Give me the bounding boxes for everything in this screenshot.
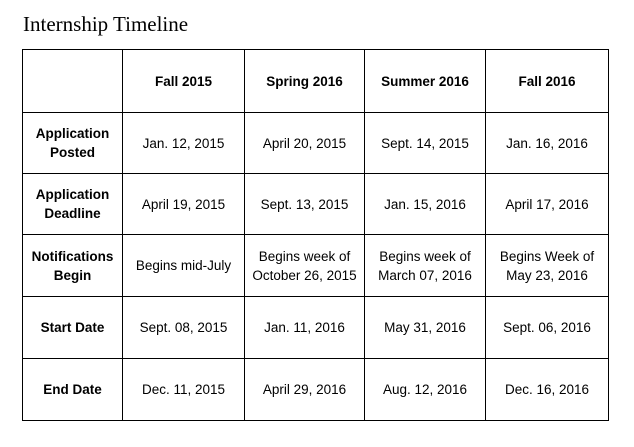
header-cell-spring-2016: Spring 2016 [245, 50, 365, 113]
page-title: Internship Timeline [23, 12, 189, 36]
table-row [23, 235, 609, 297]
table-row [23, 113, 609, 174]
table-cell: Begins week of March 07, 2016 [365, 235, 486, 297]
table-cell: Begins mid-July [123, 235, 245, 297]
header-cell-fall-2016: Fall 2016 [486, 50, 609, 113]
table-cell: Jan. 15, 2016 [365, 174, 486, 235]
table-cell: Sept. 14, 2015 [365, 113, 486, 174]
table-cell: May 31, 2016 [365, 297, 486, 359]
table-cell: Sept. 13, 2015 [245, 174, 365, 235]
table-row [23, 297, 609, 359]
table-cell: Aug. 12, 2016 [365, 359, 486, 421]
table-cell: Begins week of October 26, 2015 [245, 235, 365, 297]
table-row [23, 174, 609, 235]
table-cell: Jan. 12, 2015 [123, 113, 245, 174]
header-cell-corner [23, 50, 123, 113]
row-label-start-date: Start Date [23, 297, 123, 359]
row-label-application-posted: Application Posted [23, 113, 123, 174]
internship-timeline-table [22, 49, 609, 421]
row-label-notifications-begin: Notifications Begin [23, 235, 123, 297]
table-cell: Begins Week of May 23, 2016 [486, 235, 609, 297]
header-cell-fall-2015: Fall 2015 [123, 50, 245, 113]
table-row [23, 359, 609, 421]
table-cell: April 17, 2016 [486, 174, 609, 235]
table-cell: Dec. 16, 2016 [486, 359, 609, 421]
row-label-application-deadline: Application Deadline [23, 174, 123, 235]
header-cell-summer-2016: Summer 2016 [365, 50, 486, 113]
table-cell: April 19, 2015 [123, 174, 245, 235]
table-cell: Jan. 11, 2016 [245, 297, 365, 359]
table-cell: Sept. 06, 2016 [486, 297, 609, 359]
table-header-row [23, 50, 609, 113]
table-cell: Jan. 16, 2016 [486, 113, 609, 174]
table-cell: April 29, 2016 [245, 359, 365, 421]
table-cell: April 20, 2015 [245, 113, 365, 174]
row-label-end-date: End Date [23, 359, 123, 421]
table-cell: Dec. 11, 2015 [123, 359, 245, 421]
table-cell: Sept. 08, 2015 [123, 297, 245, 359]
